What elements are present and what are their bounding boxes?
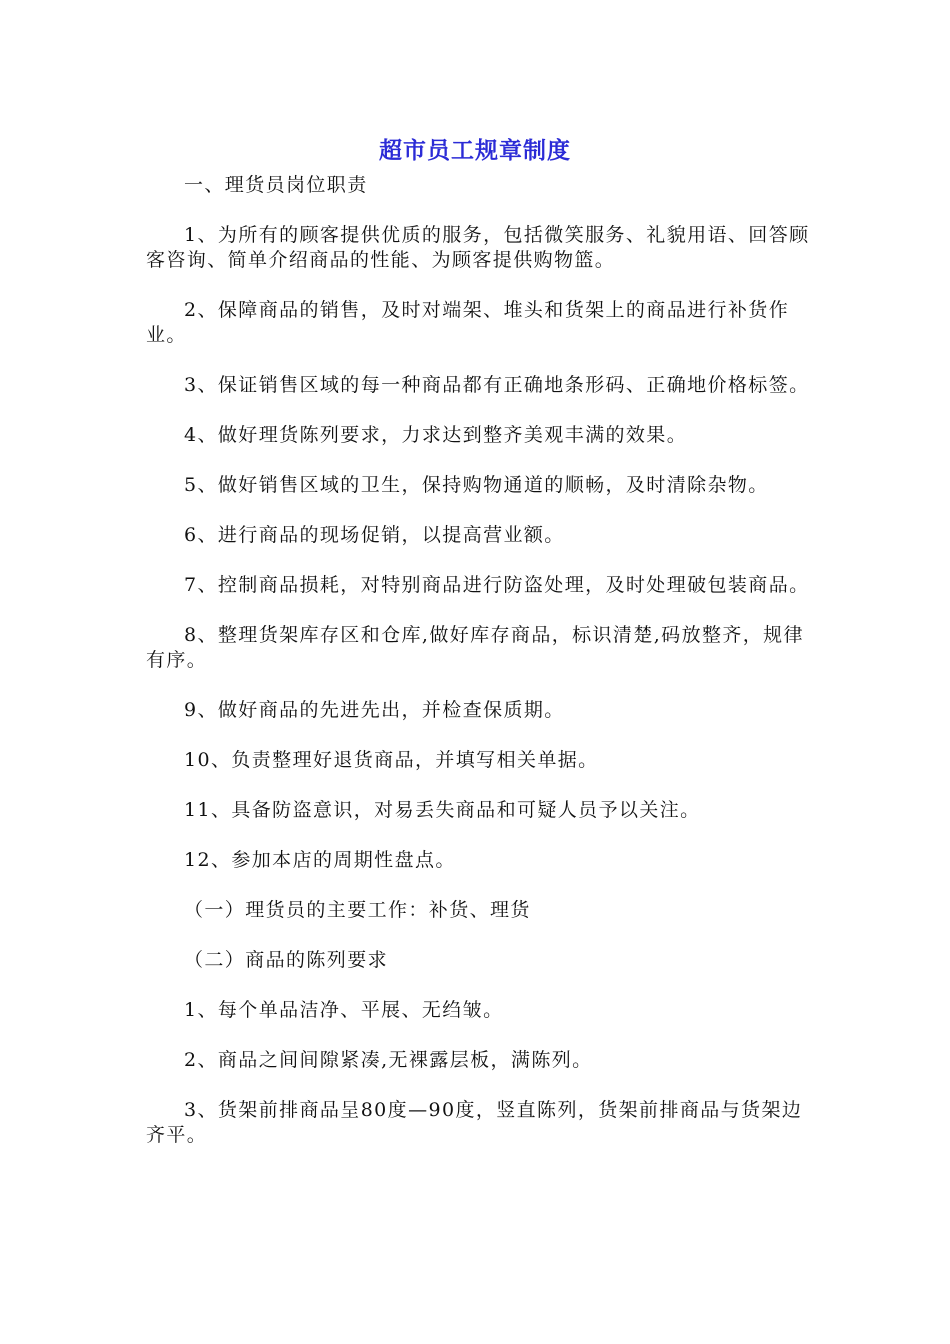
display-rule-3: 3、货架前排商品呈80度—90度，竖直陈列，货架前排商品与货架边齐平。	[146, 1099, 803, 1146]
duty-item-12: 12、参加本店的周期性盘点。	[184, 849, 456, 871]
section-heading: 一、理货员岗位职责	[184, 174, 368, 196]
display-rule-1: 1、每个单品洁净、平展、无绉皱。	[184, 999, 504, 1021]
subsection-heading-1: （一）理货员的主要工作：补货、理货	[184, 899, 531, 921]
document-title: 超市员工规章制度	[379, 138, 571, 164]
duty-item-9: 9、做好商品的先进先出，并检查保质期。	[184, 699, 565, 721]
duty-item-4: 4、做好理货陈列要求，力求达到整齐美观丰满的效果。	[184, 424, 688, 446]
subsection-heading-2: （二）商品的陈列要求	[184, 949, 389, 971]
display-rule-2: 2、商品之间间隙紧凑,无裸露层板，满陈列。	[184, 1049, 593, 1071]
duty-item-11: 11、具备防盗意识，对易丢失商品和可疑人员予以关注。	[184, 799, 701, 821]
duty-item-6: 6、进行商品的现场促销，以提高营业额。	[184, 524, 565, 546]
duty-item-10: 10、负责整理好退货商品，并填写相关单据。	[184, 749, 599, 771]
duty-item-7: 7、控制商品损耗，对特别商品进行防盗处理，及时处理破包装商品。	[184, 574, 810, 596]
duty-item-5: 5、做好销售区域的卫生，保持购物通道的顺畅，及时清除杂物。	[184, 474, 769, 496]
duty-item-3: 3、保证销售区域的每一种商品都有正确地条形码、正确地价格标签。	[184, 374, 810, 396]
duty-item-8: 8、整理货架库存区和仓库,做好库存商品，标识清楚,码放整齐，规律有序。	[146, 624, 804, 671]
document-body	[146, 173, 818, 1148]
duty-item-1: 1、为所有的顾客提供优质的服务，包括微笑服务、礼貌用语、回答顾客咨询、简单介绍商品的性能、为顾客提供购物篮。	[146, 224, 810, 271]
duty-item-2: 2、保障商品的销售，及时对端架、堆头和货架上的商品进行补货作业。	[146, 299, 790, 346]
